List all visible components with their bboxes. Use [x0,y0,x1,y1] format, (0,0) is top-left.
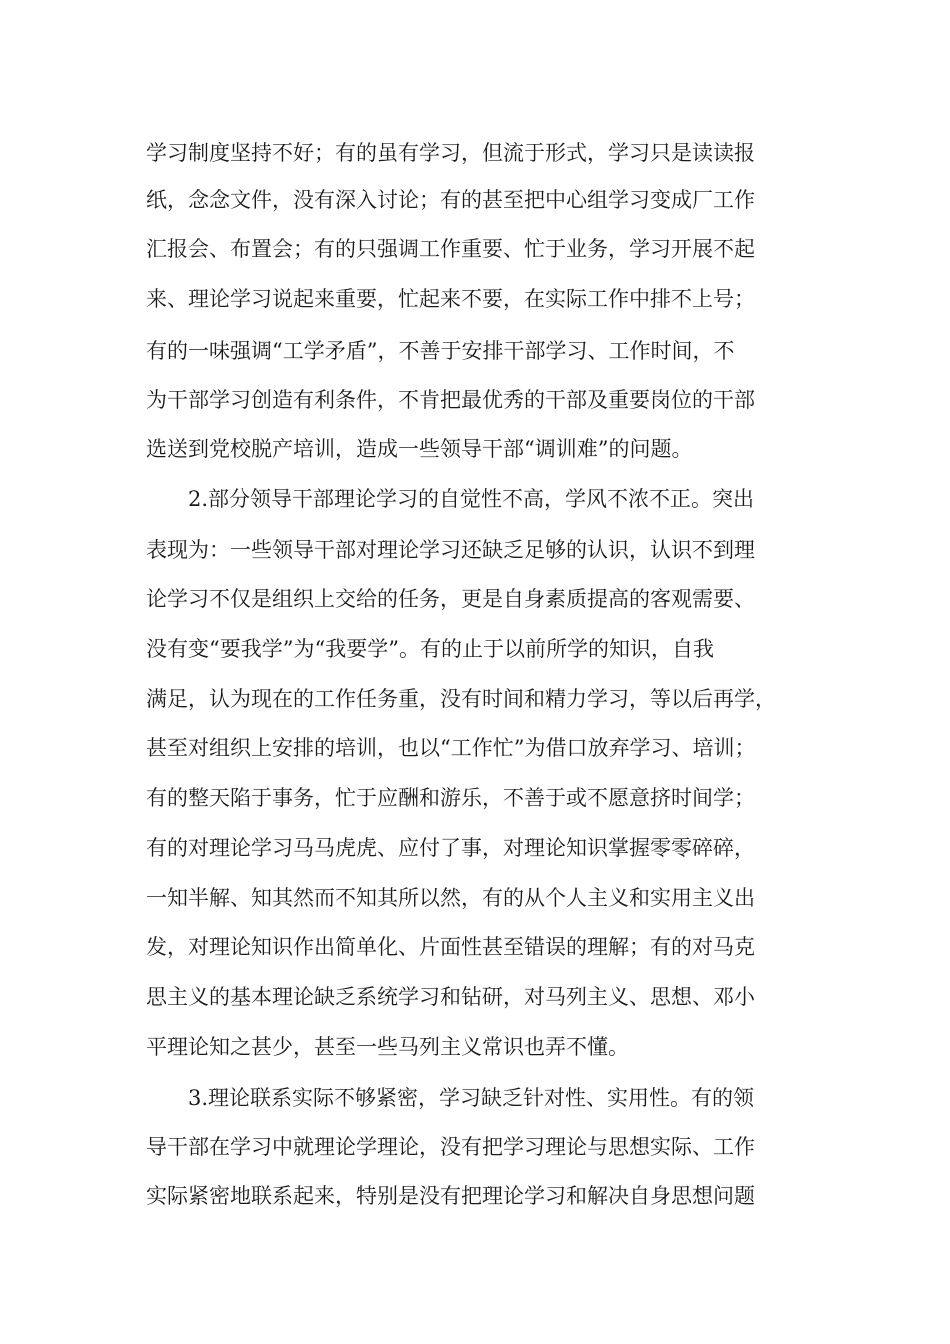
text-line: 一知半解、知其然而不知其所以然，有的从个人主义和实用主义出 [146,886,755,910]
text-line: 学习制度坚持不好；有的虽有学习，但流于形式，学习只是读读报 [146,141,755,165]
text-line: 表现为：一些领导干部对理论学习还缺乏足够的认识，认识不到理 [146,538,755,562]
text-line: 为干部学习创造有利条件，不肯把最优秀的干部及重要岗位的干部 [146,388,755,412]
text-line: 有的整天陷于事务，忙于应酬和游乐，不善于或不愿意挤时间学； [146,786,755,810]
text-line: 满足，认为现在的工作任务重，没有时间和精力学习，等以后再学， [146,687,776,711]
text-line: 没有变“要我学”为“我要学”。有的止于以前所学的知识，自我 [146,637,714,661]
paragraph-start-line: 2.部分领导干部理论学习的自觉性不高，学风不浓不正。突出 [188,487,755,511]
text-line: 纸，念念文件，没有深入讨论；有的甚至把中心组学习变成厂工作 [146,188,755,212]
text-line: 平理论知之甚少，甚至一些马列主义常识也弄不懂。 [146,1035,629,1059]
text-line: 甚至对组织上安排的培训，也以“工作忙”为借口放弃学习、培训； [146,736,756,760]
text-line: 汇报会、布置会；有的只强调工作重要、忙于业务，学习开展不起 [146,237,755,261]
text-line: 选送到党校脱产培训，造成一些领导干部“调训难”的问题。 [146,437,693,461]
text-line: 有的对理论学习马马虎虎、应付了事，对理论知识掌握零零碎碎， [146,836,755,860]
text-line: 有的一味强调“工学矛盾”，不善于安排干部学习、工作时间，不 [146,339,735,363]
text-line: 思主义的基本理论缺乏系统学习和钻研，对马列主义、思想、邓小 [146,985,755,1009]
text-line: 导干部在学习中就理论学理论，没有把学习理论与思想实际、工作 [146,1135,755,1159]
paragraph-start-line: 3.理论联系实际不够紧密，学习缺乏针对性、实用性。有的领 [188,1086,755,1110]
text-line: 发，对理论知识作出简单化、片面性甚至错误的理解；有的对马克 [146,935,755,959]
text-line: 实际紧密地联系起来，特别是没有把理论学习和解决自身思想问题 [146,1184,755,1208]
text-line: 论学习不仅是组织上交给的任务，更是自身素质提高的客观需要、 [146,587,755,611]
text-line: 来、理论学习说起来重要，忙起来不要，在实际工作中排不上号； [146,287,755,311]
